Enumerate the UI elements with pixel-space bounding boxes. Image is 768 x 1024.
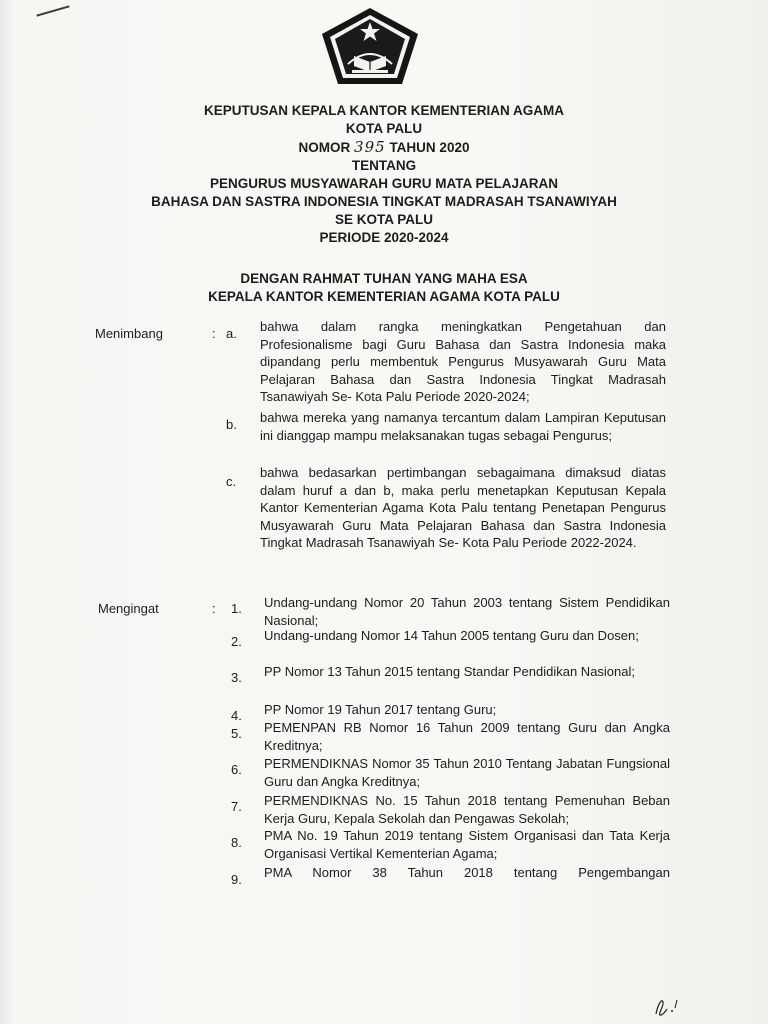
header-line-1: KEPUTUSAN KEPALA KANTOR KEMENTERIAN AGAMA [203,103,564,118]
menimbang-item-c: bahwa bedasarkan pertimbangan sebagaimana dimaksud diatas dalam huruf a dan b, maka perlu menetapkan Keputusan Kepala Kantor Kementerian Agama Kota Palu tentang Penetapan Pengurus Musyawarah Guru Mata Pelajaran Bahasa dan Sastra Indonesia Tingkat Madrasah Tsanawiyah Se- Kota Palu Periode 2022-2024. [260,465,666,550]
mengingat-marker-1: 1. [231,601,242,616]
mengingat-item-6: PERMENDIKNAS Nomor 35 Tahun 2010 Tentang Jabatan Fungsional Guru dan Angka Kreditnya; [264,756,670,789]
header-line-8: PERIODE 2020-2024 [319,230,449,245]
menimbang-item-b: bahwa mereka yang namanya tercantum dalam Lampiran Keputusan ini dianggap mampu melaksanakan tugas sebagai Pengurus; [260,410,666,443]
decree-header [0,102,768,247]
menimbang-marker-c: c. [226,474,237,489]
mengingat-colon: : [212,601,216,616]
preamble [0,270,768,306]
menimbang-item-a: bahwa dalam rangka meningkatkan Pengetahuan dan Profesionalisme bagi Guru Bahasa dan Sastra Indonesia maka dipandang perlu membentuk Pengurus Musyawarah Guru Mata Pelajaran Bahasa dan Sastra Indonesia Tingkat Madrasah Tsanawiyah Se- Kota Palu Periode 2020-2024; [260,319,666,404]
decree-number [0,138,768,157]
header-line-5: PENGURUS MUSYAWARAH GURU MATA PELAJARAN [209,176,559,191]
mengingat-label: Mengingat [98,601,159,616]
preamble-line-2: KEPALA KANTOR KEMENTERIAN AGAMA KOTA PALU [208,289,560,304]
preamble-line-1: DENGAN RAHMAT TUHAN YANG MAHA ESA [240,271,528,286]
mengingat-item-7: PERMENDIKNAS No. 15 Tahun 2018 tentang Pemenuhan Beban Kerja Guru, Kepala Sekolah dan Pengawas Sekolah; [264,793,670,826]
menimbang-colon: : [212,326,216,341]
mengingat-marker-5: 5. [231,726,242,741]
header-line-7: SE KOTA PALU [334,212,433,227]
mengingat-item-5: PEMENPAN RB Nomor 16 Tahun 2009 tentang Guru dan Angka Kreditnya; [264,720,670,753]
mengingat-marker-8: 8. [231,835,242,850]
mengingat-marker-4: 4. [231,708,242,723]
pen-mark [36,5,69,16]
menimbang-marker-b: b. [226,417,237,432]
mengingat-item-9: PMA Nomor 38 Tahun 2018 tentang Pengembangan [264,865,670,880]
handwritten-number: 395 [354,138,386,156]
mengingat-marker-6: 6. [231,762,242,777]
handwritten-initial [650,994,690,1018]
mengingat-item-2: Undang-undang Nomor 14 Tahun 2005 tentang Guru dan Dosen; [264,628,639,643]
header-line-6: BAHASA DAN SASTRA INDONESIA TINGKAT MADRASAH TSANAWIYAH [151,194,617,209]
mengingat-item-3: PP Nomor 13 Tahun 2015 tentang Standar Pendidikan Nasional; [264,664,636,679]
number-suffix: TAHUN 2020 [389,140,470,155]
mengingat-item-4: PP Nomor 19 Tahun 2017 tentang Guru; [264,702,497,717]
ministry-emblem [318,6,422,86]
mengingat-item-8: PMA No. 19 Tahun 2019 tentang Sistem Organisasi dan Tata Kerja Organisasi Vertikal Kementerian Agama; [264,828,670,861]
number-prefix: NOMOR [298,140,351,155]
mengingat-item-1: Undang-undang Nomor 20 Tahun 2003 tentang Sistem Pendidikan Nasional; [264,595,670,628]
menimbang-marker-a: a. [226,326,237,341]
mengingat-marker-2: 2. [231,634,242,649]
menimbang-label: Menimbang [95,326,163,341]
header-line-2: KOTA PALU [345,121,423,136]
mengingat-marker-9: 9. [231,872,242,887]
header-line-4: TENTANG [351,158,417,173]
mengingat-marker-3: 3. [231,670,242,685]
mengingat-marker-7: 7. [231,799,242,814]
